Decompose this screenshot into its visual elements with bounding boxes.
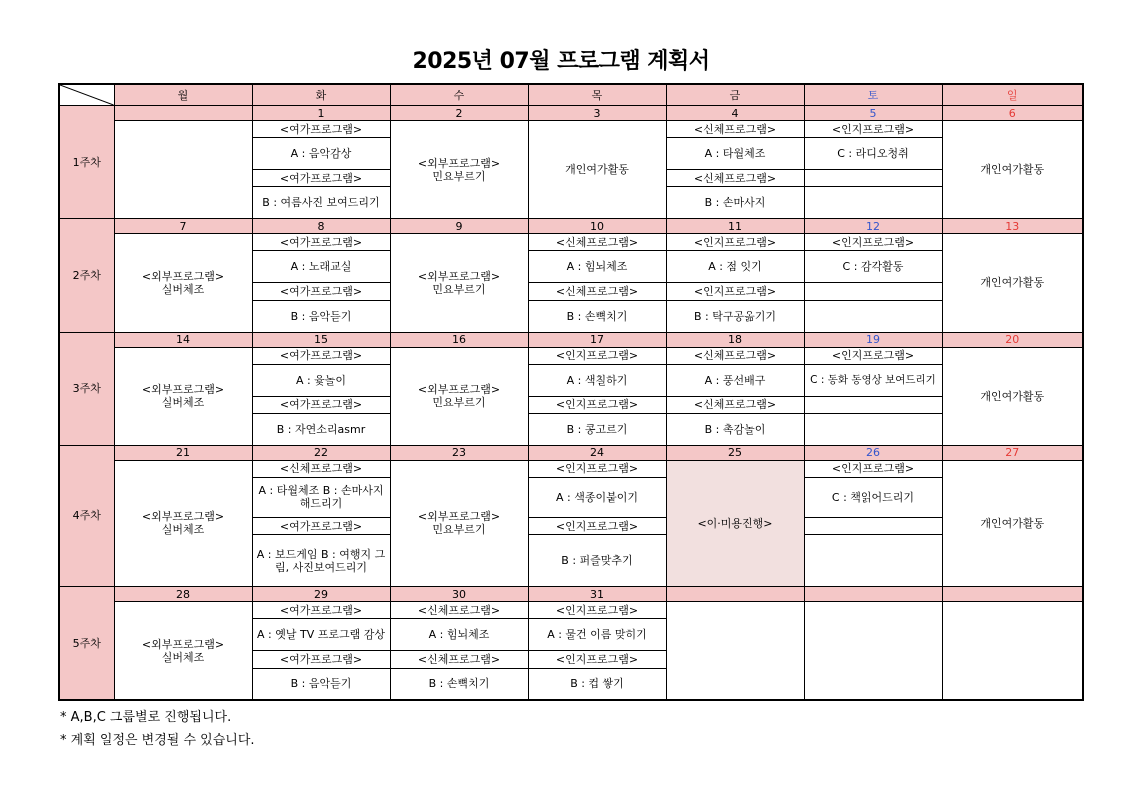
week-label: 1주차 <box>59 106 114 219</box>
program-activity: C : 책읽어드리기 <box>804 477 942 517</box>
date-cell: 15 <box>252 332 390 347</box>
program-activity: A : 타월체조 <box>666 138 804 170</box>
date-cell-sun: 20 <box>942 332 1083 347</box>
program-cell-empty <box>804 396 942 413</box>
program-cell: 개인여가활동 <box>942 347 1083 445</box>
date-cell: 24 <box>528 445 666 460</box>
day-header-thu: 목 <box>528 84 666 106</box>
date-cell: 28 <box>114 587 252 602</box>
program-activity: 민요부르기 <box>432 396 486 410</box>
program-activity: B : 컵 쌓기 <box>528 668 666 700</box>
program-activity: B : 손마사지 <box>666 187 804 219</box>
program-category: <외부프로그램> <box>417 156 501 170</box>
program-activity: B : 손뼉치기 <box>528 300 666 332</box>
program-activity: A : 윷놀이 <box>252 364 390 396</box>
program-category: <신체프로그램> <box>666 170 804 187</box>
date-cell: 8 <box>252 219 390 234</box>
program-activity: B : 탁구공옮기기 <box>666 300 804 332</box>
date-cell: 3 <box>528 106 666 121</box>
day-header-sat: 토 <box>804 84 942 106</box>
date-row <box>59 332 1083 347</box>
date-cell: 18 <box>666 332 804 347</box>
date-cell: 25 <box>666 445 804 460</box>
date-cell-sun: 27 <box>942 445 1083 460</box>
date-row <box>59 106 1083 121</box>
date-cell-sun <box>942 587 1083 602</box>
day-header-wed: 수 <box>390 84 528 106</box>
page-title: 2025년 07월 프로그램 계획서 <box>412 49 710 74</box>
program-category: <인지프로그램> <box>804 234 942 251</box>
program-activity: B : 콩고르기 <box>528 413 666 445</box>
program-cell-empty <box>804 602 942 700</box>
date-row <box>59 219 1083 234</box>
date-cell-sat: 26 <box>804 445 942 460</box>
week-label: 4주차 <box>59 445 114 586</box>
program-cell-empty <box>666 602 804 700</box>
program-activity: A : 타월체조 B : 손마사지 해드리기 <box>252 477 390 517</box>
date-cell <box>666 587 804 602</box>
date-cell: 17 <box>528 332 666 347</box>
program-activity: B : 자연소리asmr <box>252 413 390 445</box>
program-activity: B : 음악듣기 <box>252 668 390 700</box>
date-cell: 21 <box>114 445 252 460</box>
program-cell <box>390 121 528 219</box>
date-cell: 10 <box>528 219 666 234</box>
date-cell: 22 <box>252 445 390 460</box>
date-cell: 4 <box>666 106 804 121</box>
program-cell: 개인여가활동 <box>942 121 1083 219</box>
program-cell <box>390 347 528 445</box>
program-category: <여가프로그램> <box>252 396 390 413</box>
program-category: <여가프로그램> <box>252 651 390 668</box>
program-category: <여가프로그램> <box>252 121 390 138</box>
program-cell: 개인여가활동 <box>528 121 666 219</box>
program-activity: A : 풍선배구 <box>666 364 804 396</box>
program-activity: C : 라디오청취 <box>804 138 942 170</box>
program-category: <인지프로그램> <box>804 347 942 364</box>
program-category: <외부프로그램> <box>141 510 225 524</box>
program-activity: A : 힘뇌체조 <box>528 251 666 283</box>
program-activity: A : 점 잇기 <box>666 251 804 283</box>
program-category: <인지프로그램> <box>804 121 942 138</box>
date-cell: 31 <box>528 587 666 602</box>
program-activity: C : 동화 동영상 보여드리기 <box>804 364 942 396</box>
date-cell: 30 <box>390 587 528 602</box>
program-cell-empty <box>804 517 942 534</box>
program-category: <외부프로그램> <box>141 269 225 283</box>
beauty-service-cell: <이·미용진행> <box>666 460 804 586</box>
program-activity: B : 여름사진 보여드리기 <box>252 187 390 219</box>
program-cell <box>114 460 252 586</box>
program-category: <신체프로그램> <box>528 234 666 251</box>
program-category: <여가프로그램> <box>252 602 390 619</box>
program-activity: C : 감각활동 <box>804 251 942 283</box>
date-cell: 2 <box>390 106 528 121</box>
program-cell-empty <box>804 300 942 332</box>
date-cell: 23 <box>390 445 528 460</box>
program-category: <외부프로그램> <box>141 637 225 651</box>
program-category: <외부프로그램> <box>417 383 501 397</box>
program-category: <여가프로그램> <box>252 170 390 187</box>
week-label: 5주차 <box>59 587 114 700</box>
program-category: <여가프로그램> <box>252 517 390 534</box>
date-row <box>59 445 1083 460</box>
date-cell-sat: 19 <box>804 332 942 347</box>
program-cell-empty <box>804 283 942 300</box>
date-cell: 14 <box>114 332 252 347</box>
program-cell <box>390 234 528 332</box>
day-header-sun: 일 <box>942 84 1083 106</box>
program-category: <외부프로그램> <box>417 510 501 524</box>
week-label: 2주차 <box>59 219 114 332</box>
program-activity: 민요부르기 <box>432 169 486 183</box>
program-category: <신체프로그램> <box>666 347 804 364</box>
week-label: 3주차 <box>59 332 114 445</box>
program-activity: A : 노래교실 <box>252 251 390 283</box>
program-category: <인지프로그램> <box>528 460 666 477</box>
program-category: <신체프로그램> <box>666 396 804 413</box>
corner-cell <box>59 84 114 106</box>
program-category: <신체프로그램> <box>390 651 528 668</box>
program-category: <인지프로그램> <box>528 347 666 364</box>
date-cell: 11 <box>666 219 804 234</box>
date-cell <box>114 106 252 121</box>
program-activity: A : 옛날 TV 프로그램 감상 <box>252 619 390 651</box>
program-activity: B : 촉감놀이 <box>666 413 804 445</box>
date-cell: 29 <box>252 587 390 602</box>
program-activity: B : 퍼즐맞추기 <box>528 535 666 587</box>
program-cell <box>114 602 252 700</box>
program-category: <인지프로그램> <box>666 234 804 251</box>
program-activity: A : 음악감상 <box>252 138 390 170</box>
program-category: <인지프로그램> <box>528 517 666 534</box>
program-activity: A : 보드게임 B : 여행지 그림, 사진보여드리기 <box>252 535 390 587</box>
program-activity: A : 힘뇌체조 <box>390 619 528 651</box>
program-category: <신체프로그램> <box>390 602 528 619</box>
program-category: <신체프로그램> <box>252 460 390 477</box>
program-category: <여가프로그램> <box>252 347 390 364</box>
program-activity: 민요부르기 <box>432 282 486 296</box>
footnote: * A,B,C 그룹별로 진행됩니다. <box>60 710 232 725</box>
program-cell: 개인여가활동 <box>942 460 1083 586</box>
day-header-mon: 월 <box>114 84 252 106</box>
program-cell <box>114 347 252 445</box>
schedule-table <box>58 83 1084 701</box>
program-category: <인지프로그램> <box>528 602 666 619</box>
program-activity: 실버체조 <box>161 396 205 410</box>
program-category: <신체프로그램> <box>528 283 666 300</box>
program-activity: A : 물건 이름 맞히기 <box>528 619 666 651</box>
program-activity: 실버체조 <box>161 650 205 664</box>
program-activity: B : 음악듣기 <box>252 300 390 332</box>
program-cell-empty <box>804 170 942 187</box>
program-category: <여가프로그램> <box>252 234 390 251</box>
day-header-tue: 화 <box>252 84 390 106</box>
program-activity: A : 색칠하기 <box>528 364 666 396</box>
program-cell-empty <box>804 187 942 219</box>
date-cell-sat: 5 <box>804 106 942 121</box>
program-cell: 개인여가활동 <box>942 234 1083 332</box>
day-header-fri: 금 <box>666 84 804 106</box>
date-cell: 1 <box>252 106 390 121</box>
program-category: <외부프로그램> <box>417 269 501 283</box>
date-cell-sat: 12 <box>804 219 942 234</box>
date-cell-sun: 6 <box>942 106 1083 121</box>
program-cell <box>114 234 252 332</box>
date-row <box>59 587 1083 602</box>
date-cell-sat <box>804 587 942 602</box>
program-category: <인지프로그램> <box>528 651 666 668</box>
program-activity: 민요부르기 <box>432 523 486 537</box>
date-cell-sun: 13 <box>942 219 1083 234</box>
date-cell: 7 <box>114 219 252 234</box>
program-activity: A : 색종이붙이기 <box>528 477 666 517</box>
program-category: <인지프로그램> <box>528 396 666 413</box>
program-category: <여가프로그램> <box>252 283 390 300</box>
program-category: <인지프로그램> <box>804 460 942 477</box>
program-category: <신체프로그램> <box>666 121 804 138</box>
footnote: * 계획 일정은 변경될 수 있습니다. <box>60 733 255 748</box>
program-cell-empty <box>804 413 942 445</box>
program-activity: 실버체조 <box>161 282 205 296</box>
program-cell-empty <box>804 535 942 587</box>
program-cell-empty <box>114 121 252 219</box>
program-category: <인지프로그램> <box>666 283 804 300</box>
program-cell <box>390 460 528 586</box>
program-activity: 실버체조 <box>161 523 205 537</box>
program-activity: B : 손뼉치기 <box>390 668 528 700</box>
footnotes <box>60 706 255 752</box>
date-cell: 16 <box>390 332 528 347</box>
program-cell-empty <box>942 602 1083 700</box>
program-category: <외부프로그램> <box>141 383 225 397</box>
date-cell: 9 <box>390 219 528 234</box>
day-header-row <box>59 84 1083 106</box>
